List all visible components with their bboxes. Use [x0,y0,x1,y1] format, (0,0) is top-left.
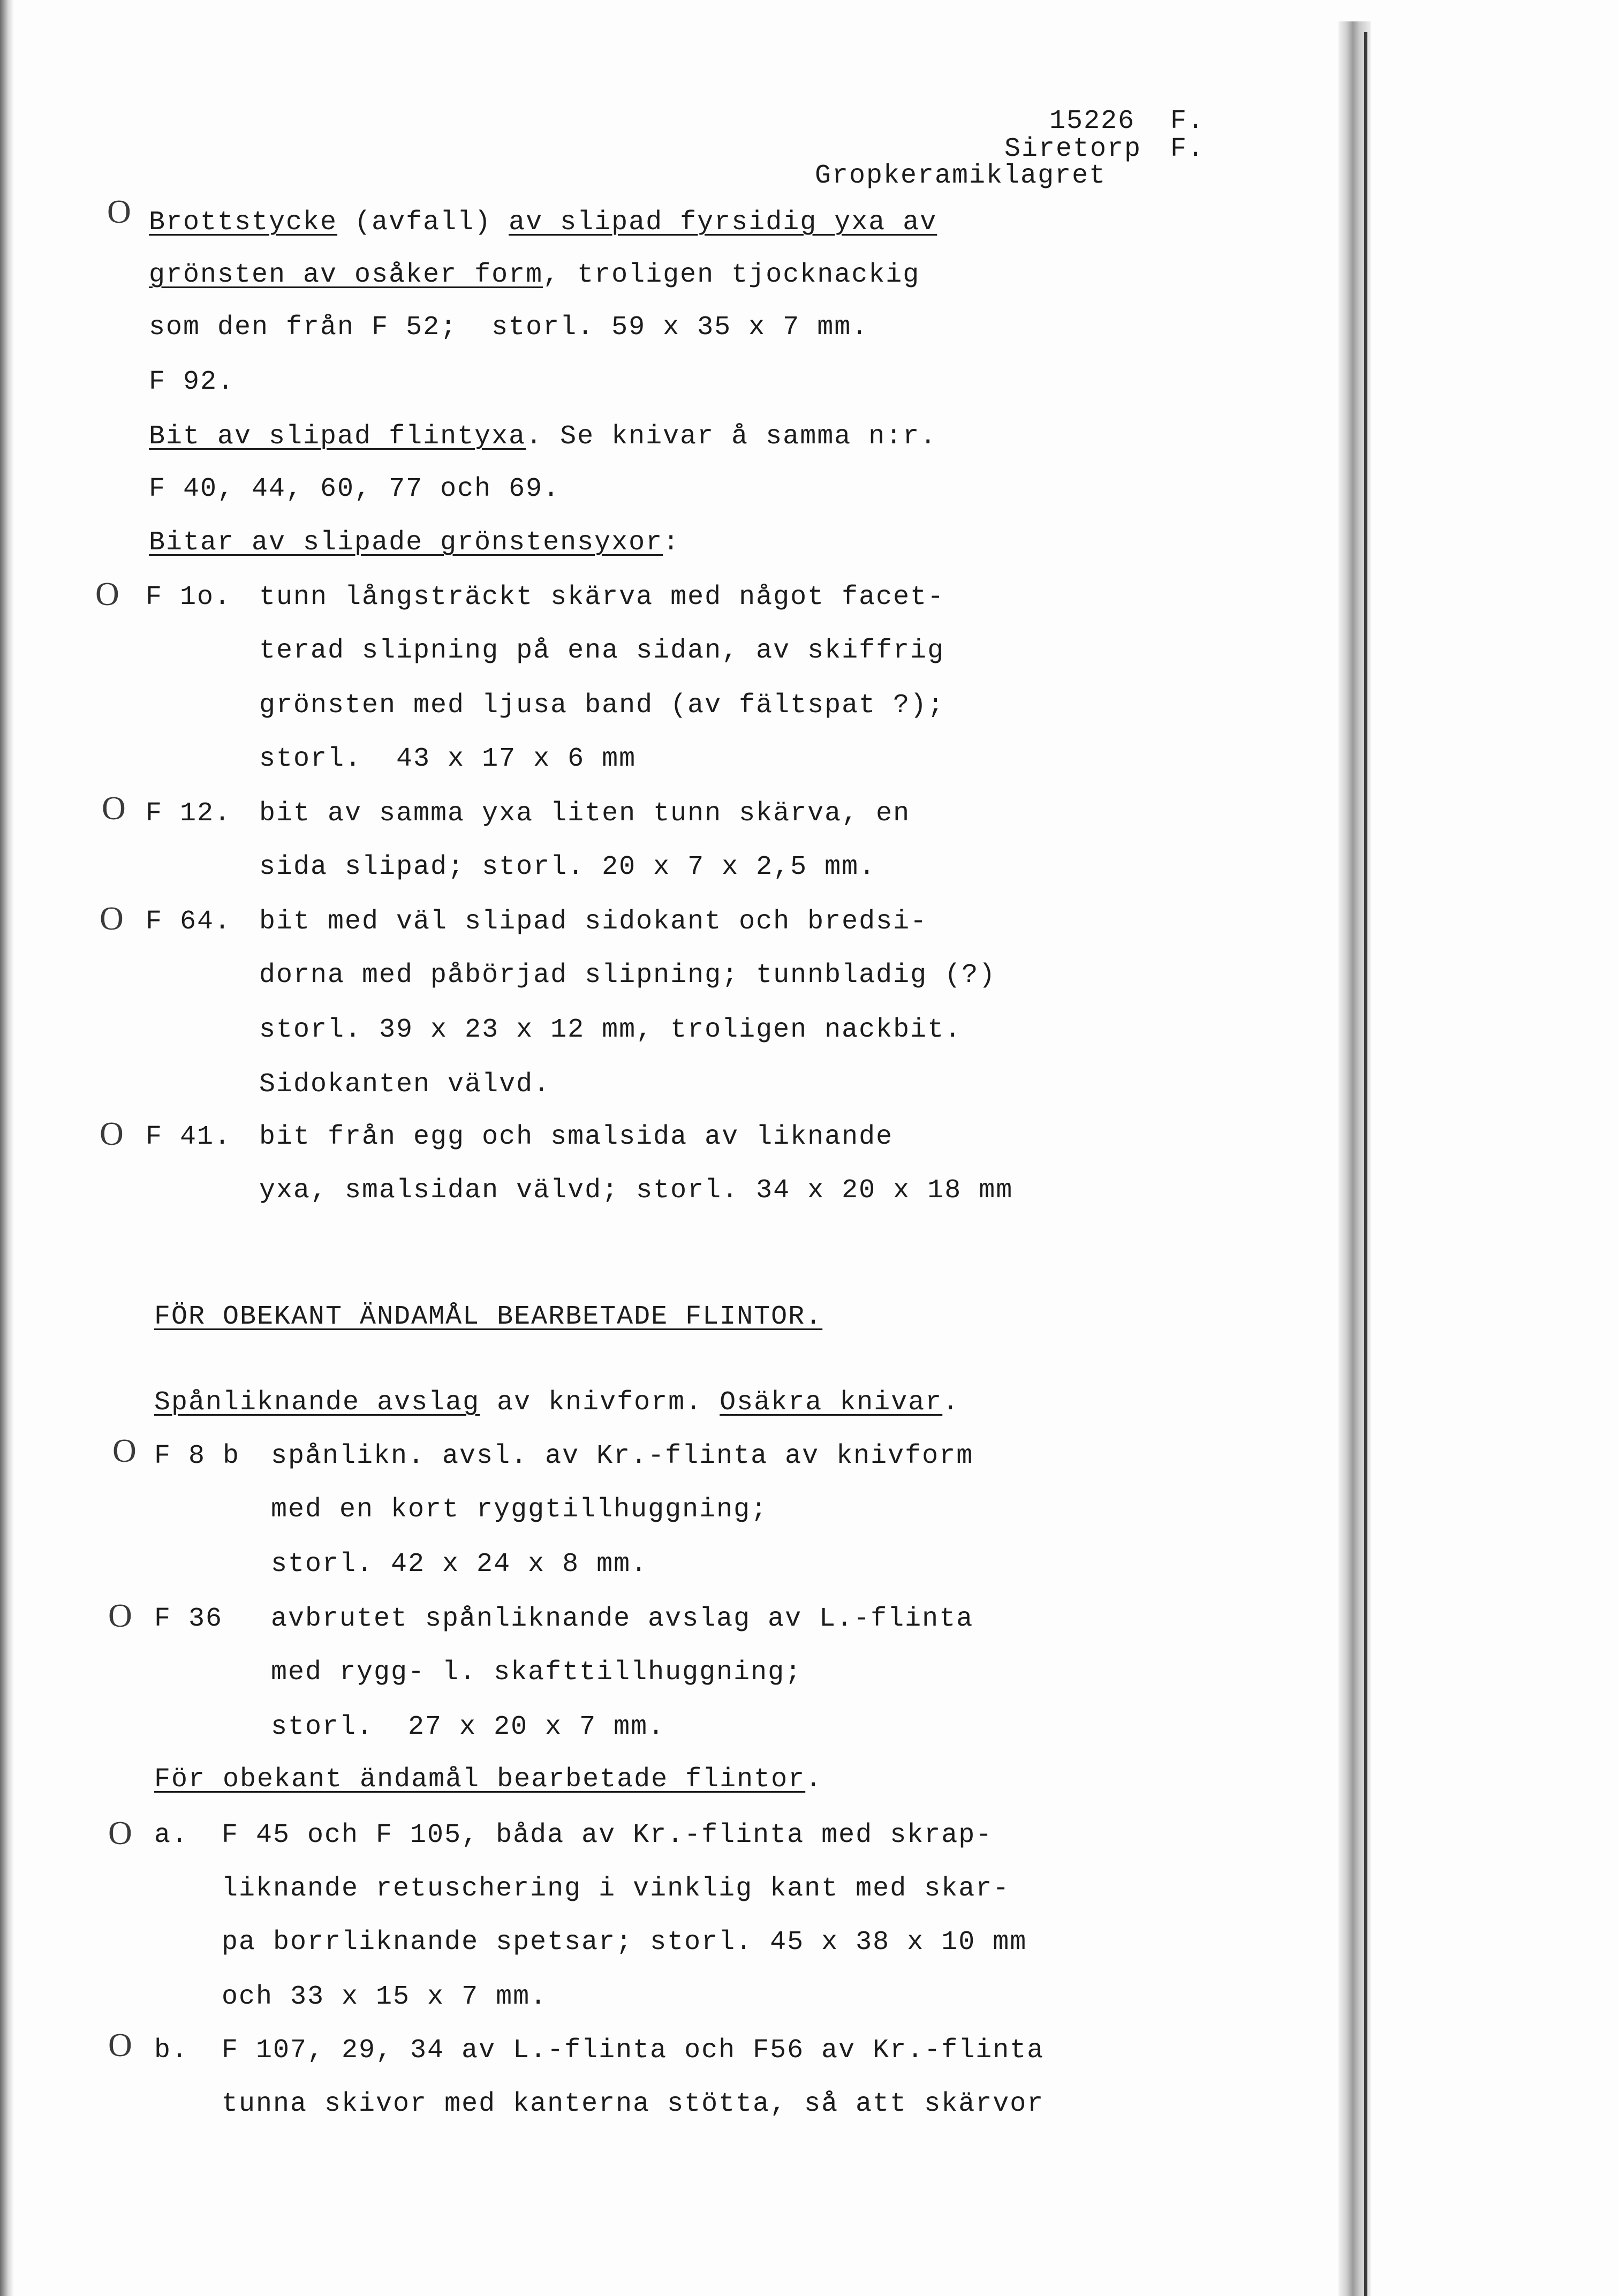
text-line: F 36 [154,1604,223,1634]
text-line: storl. 42 x 24 x 8 mm. [271,1549,648,1580]
margin-mark: O [102,790,126,827]
text-line: F 64. [146,907,232,937]
binding-line [1364,32,1367,2296]
text-line: sida slipad; storl. 20 x 7 x 2,5 mm. [259,852,876,882]
text-line: med en kort ryggtillhuggning; [271,1494,768,1525]
text-line: bit från egg och smalsida av liknande [259,1122,894,1152]
text-line: tunn långsträckt skärva med något facet- [259,582,945,613]
text-line: storl. 39 x 23 x 12 mm, troligen nackbit. [259,1015,962,1045]
text-line: dorna med påbörjad slipning; tunnbladig (?) [259,960,996,991]
header-f-2: F. [1170,134,1205,164]
text-line: F 45 och F 105, båda av Kr.-flinta med skrap- [222,1820,993,1851]
layer-name: Gropkeramiklagret [815,161,1107,191]
text-line: Bitar av slipade grönstensyxor: [149,527,680,558]
text-line: yxa, smalsidan välvd; storl. 34 x 20 x 18 mm [259,1175,1013,1206]
text-line: storl. 27 x 20 x 7 mm. [271,1712,665,1742]
text-line: avbrutet spånliknande avslag av L.-flinta [271,1604,974,1634]
page-edge-shadow [0,0,14,2296]
margin-mark: O [95,576,119,613]
text-line: bit med väl slipad sidokant och bredsi- [259,907,928,937]
text-line: grönsten med ljusa band (av fältspat ?); [259,690,945,721]
text-line: F 40, 44, 60, 77 och 69. [149,474,561,504]
text-line: F 12. [146,798,232,829]
catalog-number: 15226 [1049,106,1136,137]
margin-mark: O [107,194,131,230]
text-line: F 1o. [146,582,232,613]
text-line: b. [154,2035,189,2066]
text-line: F 41. [146,1122,232,1152]
text-line: a. [154,1820,189,1851]
text-line: Spånliknande avslag av knivform. Osäkra knivar. [154,1387,960,1418]
margin-mark: O [108,1815,132,1852]
margin-mark: O [100,901,124,937]
margin-mark: O [108,1598,132,1634]
subsection-heading: För obekant ändamål bearbetade flintor. [154,1764,823,1795]
text-line: spånlikn. avsl. av Kr.-flinta av knivform [271,1441,974,1471]
text-line: Brottstycke (avfall) av slipad fyrsidig yxa av [149,207,937,238]
header-f-1: F. [1170,106,1205,137]
margin-mark: O [112,1433,137,1469]
text-line: pa borrliknande spetsar; storl. 45 x 38 x 10 mm [222,1927,1027,1958]
text-line: storl. 43 x 17 x 6 mm [259,744,637,774]
margin-mark: O [100,1116,124,1152]
text-line: terad slipning på ena sidan, av skiffrig [259,636,945,666]
text-line: och 33 x 15 x 7 mm. [222,1982,548,2012]
text-line: bit av samma yxa liten tunn skärva, en [259,798,911,829]
text-line: Bit av slipad flintyxa. Se knivar å samma n:r. [149,421,937,452]
text-line: tunna skivor med kanterna stötta, så att skärvor [222,2089,1045,2119]
site-name: Siretorp [1004,134,1142,164]
section-heading: FÖR OBEKANT ÄNDAMÅL BEARBETADE FLINTOR. [154,1302,823,1332]
text-line: grönsten av osåker form, troligen tjocknackig [149,260,920,290]
text-line: Sidokanten välvd. [259,1069,551,1100]
text-line: som den från F 52; storl. 59 x 35 x 7 mm. [149,312,869,343]
text-line: liknande retuschering i vinklig kant med skar- [222,1874,1010,1904]
text-line: F 107, 29, 34 av L.-flinta och F56 av Kr.-flinta [222,2035,1045,2066]
margin-mark: O [108,2027,132,2064]
text-line: med rygg- l. skafttillhuggning; [271,1657,803,1688]
text-line: F 8 b [154,1441,240,1471]
text-line: F 92. [149,367,235,397]
